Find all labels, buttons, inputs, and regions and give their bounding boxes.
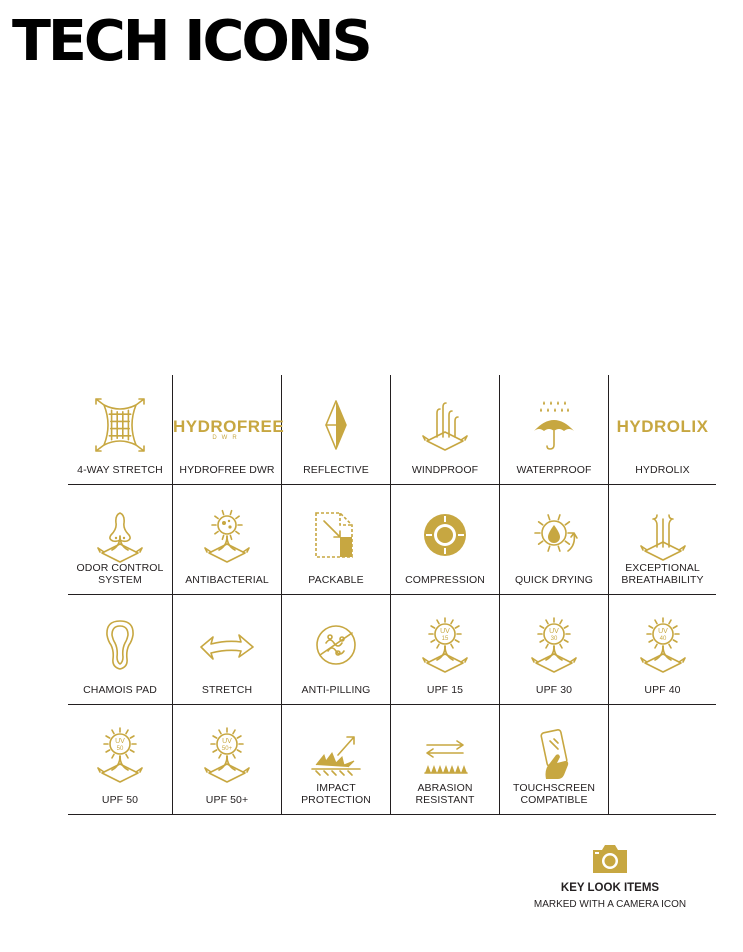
quick-drying-icon bbox=[524, 507, 584, 563]
tech-icon-card bbox=[173, 485, 282, 595]
svg-text:30: 30 bbox=[550, 636, 558, 642]
icon-label: ANTI-PILLING bbox=[301, 684, 371, 696]
key-subtitle: MARKED WITH A CAMERA ICON bbox=[533, 899, 687, 910]
icon-label: TOUCHSCREEN COMPATIBLE bbox=[513, 782, 595, 806]
tech-icon-card bbox=[609, 595, 716, 705]
four-way-stretch-icon bbox=[90, 397, 150, 453]
svg-text:UV: UV bbox=[222, 738, 232, 745]
icon-label: HYDROFREE DWR bbox=[179, 464, 275, 476]
svg-text:UV: UV bbox=[549, 628, 559, 635]
icon-label: UPF 30 bbox=[535, 684, 573, 696]
tech-icon-card bbox=[609, 375, 716, 485]
page-title: TECH ICONS bbox=[12, 9, 370, 74]
icon-label: WATERPROOF bbox=[516, 464, 592, 476]
tech-icon-card bbox=[282, 705, 391, 815]
nose-icon bbox=[90, 507, 150, 563]
tech-icons-grid bbox=[68, 375, 716, 815]
tech-icon-card bbox=[173, 595, 282, 705]
icon-label: ANTIBACTERIAL bbox=[185, 574, 269, 586]
chamois-pad-icon bbox=[90, 617, 150, 673]
svg-text:50: 50 bbox=[116, 746, 124, 752]
tech-icon-card bbox=[282, 375, 391, 485]
svg-text:15: 15 bbox=[441, 636, 449, 642]
icon-label: PACKABLE bbox=[308, 574, 364, 586]
hydrolix-logo: HYDROLIX bbox=[616, 417, 709, 436]
umbrella-icon bbox=[524, 397, 584, 453]
breathability-icon bbox=[633, 507, 693, 563]
tech-icon-card bbox=[500, 375, 609, 485]
icon-label: QUICK DRYING bbox=[514, 574, 594, 586]
svg-text:UV: UV bbox=[115, 738, 125, 745]
bacteria-icon bbox=[197, 507, 257, 563]
icon-label: STRETCH bbox=[201, 684, 253, 696]
icon-label: 4-WAY STRETCH bbox=[77, 464, 163, 476]
uv-sun-icon bbox=[415, 617, 475, 673]
svg-text:UV: UV bbox=[440, 628, 450, 635]
tech-icon-card bbox=[500, 705, 609, 815]
tech-icon-card bbox=[282, 595, 391, 705]
abrasion-icon bbox=[415, 727, 475, 783]
icon-label: UPF 40 bbox=[644, 684, 681, 696]
svg-text:50+: 50+ bbox=[221, 746, 233, 752]
icon-label: ODOR CONTROL SYSTEM bbox=[76, 562, 164, 586]
icon-label: CHAMOIS PAD bbox=[83, 684, 157, 696]
packable-icon bbox=[306, 507, 366, 563]
icon-label: ABRASION RESISTANT bbox=[415, 782, 475, 806]
empty-cell bbox=[609, 705, 716, 815]
tech-icon-card bbox=[282, 485, 391, 595]
uv-sun-icon bbox=[197, 727, 257, 783]
key-look-legend bbox=[520, 842, 700, 910]
impact-icon bbox=[306, 727, 366, 783]
icon-label: UPF 50 bbox=[101, 794, 139, 806]
icon-label: REFLECTIVE bbox=[303, 464, 369, 476]
svg-text:UV: UV bbox=[657, 628, 668, 635]
reflective-icon bbox=[306, 397, 366, 453]
icon-label: HYDROLIX bbox=[635, 464, 690, 476]
uv-sun-icon bbox=[633, 617, 693, 673]
icon-label: COMPRESSION bbox=[405, 574, 485, 586]
stretch-arrow-icon bbox=[197, 617, 257, 673]
svg-text:40: 40 bbox=[659, 636, 666, 642]
icon-label: UPF 50+ bbox=[205, 794, 249, 806]
touchscreen-icon bbox=[524, 727, 584, 783]
tech-icon-card bbox=[68, 705, 173, 815]
tech-icon-card bbox=[391, 705, 500, 815]
tech-icon-card bbox=[609, 485, 716, 595]
icon-label: IMPACT PROTECTION bbox=[301, 782, 371, 806]
tech-icon-card bbox=[68, 375, 173, 485]
hydrofree-logo: HYDROFREE bbox=[173, 417, 285, 436]
key-title: KEY LOOK ITEMS bbox=[560, 882, 660, 894]
tech-icon-card bbox=[173, 375, 285, 485]
tech-icon-card bbox=[391, 485, 500, 595]
brand-subtext: DWR bbox=[212, 435, 242, 441]
icon-label: EXCEPTIONAL BREATHABILITY bbox=[621, 562, 704, 586]
tech-icon-card bbox=[68, 595, 173, 705]
uv-sun-icon bbox=[524, 617, 584, 673]
tech-icon-card bbox=[68, 485, 173, 595]
tech-icon-card bbox=[500, 595, 609, 705]
icon-label: UPF 15 bbox=[426, 684, 464, 696]
anti-pilling-icon bbox=[306, 617, 366, 673]
windproof-icon bbox=[415, 397, 475, 453]
camera-icon bbox=[590, 842, 630, 876]
compression-icon bbox=[415, 507, 475, 563]
tech-icon-card bbox=[391, 595, 500, 705]
tech-icon-card bbox=[173, 705, 282, 815]
tech-icon-card bbox=[500, 485, 609, 595]
icon-label: WINDPROOF bbox=[411, 464, 479, 476]
tech-icon-card bbox=[391, 375, 500, 485]
uv-sun-icon bbox=[90, 727, 150, 783]
